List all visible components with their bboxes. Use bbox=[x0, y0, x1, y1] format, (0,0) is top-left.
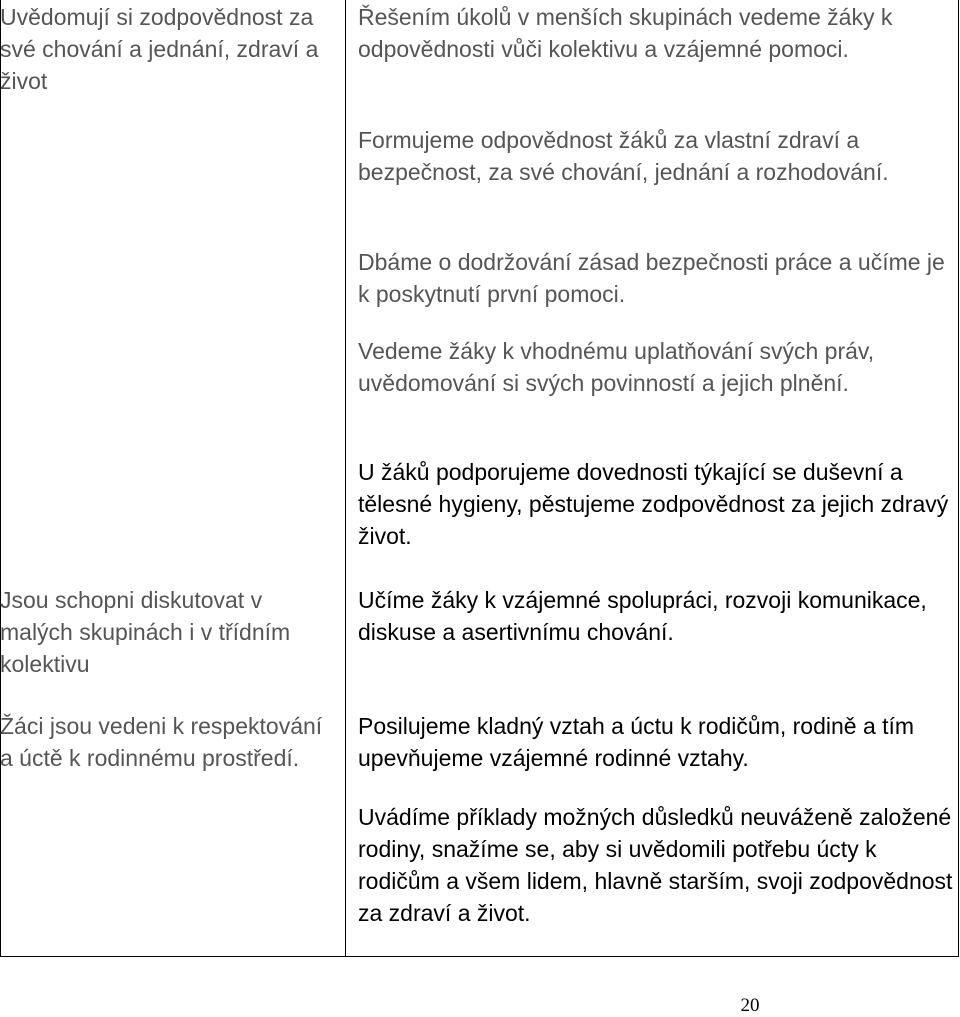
page-number: 20 bbox=[740, 995, 760, 1016]
right-paragraph-safety: Dbáme o dodržování zásad bezpečnosti práce a učíme je k poskytnutí první pomoci. bbox=[358, 249, 945, 307]
right-paragraph-parents: Posilujeme kladný vztah a úctu k rodičům, rodině a tím upevňujeme vzájemné rodinné vztahy. bbox=[358, 713, 915, 771]
right-paragraph-rights-duties: Vedeme žáky k vhodnému uplatňování svých práv, uvědomování si svých povinností a jejich plnění. bbox=[358, 338, 875, 396]
right-paragraph-family-consequences: Uvádíme příklady možných důsledků neuváženě založené rodiny, snažíme se, aby si uvědomili potřebu úcty k rodičům a všem lidem, hlavně starším, svoji zodpovědnost za zdraví a život. bbox=[358, 804, 953, 926]
right-paragraph-group-work: Řešením úkolů v menších skupinách vedeme žáky k odpovědnosti vůči kolektivu a vzájemné pomoci. bbox=[358, 4, 893, 62]
right-paragraph-health-responsibility: Formujeme odpovědnost žáků za vlastní zdraví a bezpečnost, za své chování, jednání a rozhodování. bbox=[358, 127, 889, 185]
left-cell-family: Žáci jsou vedeni k respektování a úctě k rodinnému prostředí. bbox=[0, 713, 323, 771]
table-bottom-border bbox=[0, 956, 959, 957]
table-left-border bbox=[0, 0, 1, 957]
left-cell-responsibility: Uvědomují si zodpovědnost za své chování a jednání, zdraví a život bbox=[0, 4, 319, 94]
right-paragraph-cooperation: Učíme žáky k vzájemné spolupráci, rozvoji komunikace, diskuse a asertivnímu chování. bbox=[358, 587, 927, 645]
table-right-border bbox=[958, 0, 959, 957]
right-paragraph-hygiene: U žáků podporujeme dovednosti týkající se duševní a tělesné hygieny, pěstujeme zodpovědnost za jejich zdravý život. bbox=[358, 459, 949, 549]
table-column-divider bbox=[345, 0, 346, 957]
left-cell-discussion: Jsou schopni diskutovat v malých skupinách i v třídním kolektivu bbox=[0, 587, 291, 677]
